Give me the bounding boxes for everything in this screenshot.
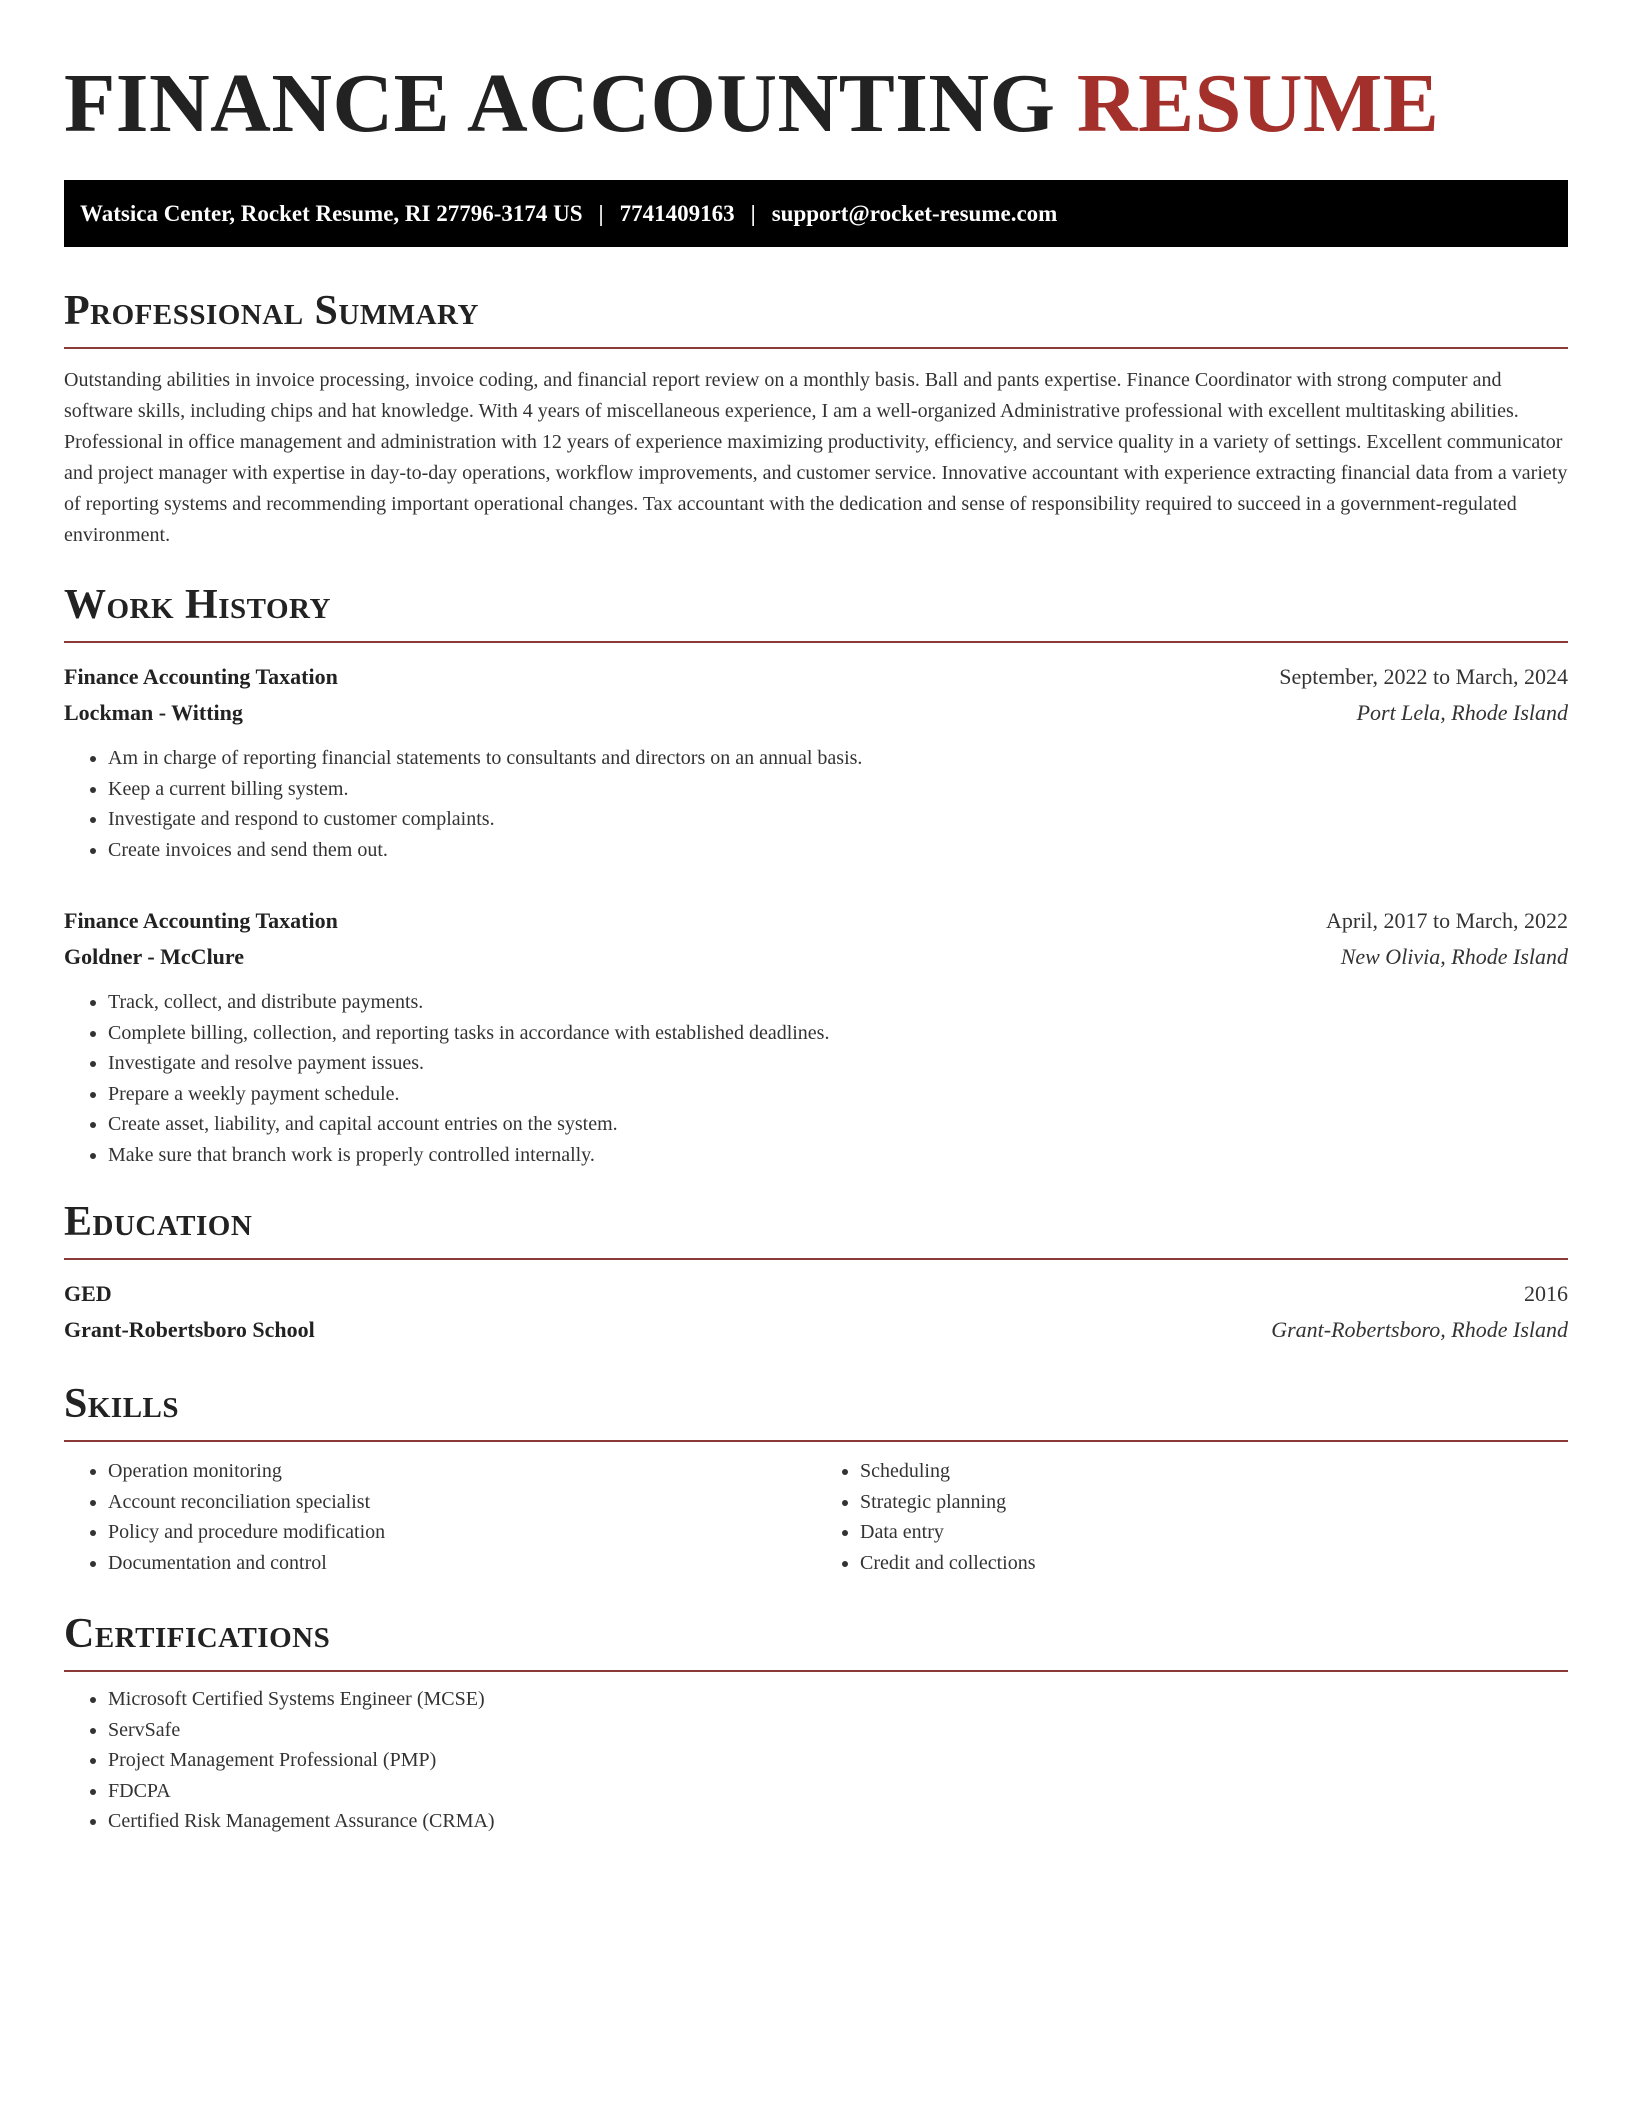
job-duties-list xyxy=(64,987,1568,1170)
list-item: • Investigate and respond to customer complaints. xyxy=(108,804,1568,835)
list-item: • ServSafe xyxy=(108,1715,1568,1746)
summary-heading: Professional Summary xyxy=(64,287,1568,349)
job-title: Finance Accounting Taxation xyxy=(64,908,338,933)
job-duties-list xyxy=(64,743,1568,865)
skills-list-left xyxy=(64,1456,816,1578)
summary-text: Outstanding abilities in invoice processing, invoice coding, and financial report review on a monthly basis. Ball and pants expertise. Finance Coordinator with strong computer and software skills, including chips and hat knowledge. With 4 years of miscellaneous experience, I am a well-organized Administrative professional with excellent multitasking abilities. Professional in office management and administration with 12 years of experience maximizing productivity, efficiency, and service quality in a variety of settings. Excellent communicator and project manager with expertise in day-to-day operations, workflow improvements, and customer service. Innovative accountant with experience extracting financial data from a variety of reporting systems and recommending important operational changes. Tax accountant with the dedication and sense of responsibility required to succeed in a government-regulated environment. xyxy=(64,369,1568,546)
contact-phone: 7741409163 xyxy=(619,200,735,226)
skills-grid xyxy=(64,1456,1568,1578)
list-item: • Am in charge of reporting financial statements to consultants and directors on an annual basis. xyxy=(108,743,1568,774)
job-dates: April, 2017 to March, 2022 xyxy=(1326,908,1568,933)
skills-list-right xyxy=(816,1456,1568,1578)
list-item: • Track, collect, and distribute payments. xyxy=(108,987,1568,1018)
education-degree: GED xyxy=(64,1281,112,1306)
list-item: • Investigate and resolve payment issues. xyxy=(108,1048,1568,1079)
job-company: Lockman - Witting xyxy=(64,700,243,725)
education-school: Grant-Robertsboro School xyxy=(64,1317,315,1342)
skills-section xyxy=(64,1380,1568,1578)
contact-bar xyxy=(64,180,1568,247)
work-history-section xyxy=(64,581,1568,1170)
list-item: • Create invoices and send them out. xyxy=(108,835,1568,866)
job-title: Finance Accounting Taxation xyxy=(64,664,338,689)
list-item: • Certified Risk Management Assurance (CRMA) xyxy=(108,1806,1568,1837)
work-history-heading: Work History xyxy=(64,581,1568,643)
list-item: • Operation monitoring xyxy=(108,1456,816,1487)
list-item: • Data entry xyxy=(860,1517,1568,1548)
job-company-row xyxy=(64,939,1568,975)
list-item: • Prepare a weekly payment schedule. xyxy=(108,1079,1568,1110)
contact-separator: | xyxy=(598,200,604,226)
title-accent: RESUME xyxy=(1076,57,1440,150)
education-section xyxy=(64,1198,1568,1348)
job-dates: September, 2022 to March, 2024 xyxy=(1279,664,1568,689)
list-item: • Make sure that branch work is properly controlled internally. xyxy=(108,1140,1568,1171)
list-item: • Credit and collections xyxy=(860,1548,1568,1579)
list-item: • Create asset, liability, and capital account entries on the system. xyxy=(108,1109,1568,1140)
job-title-row xyxy=(64,659,1568,695)
list-item: • Microsoft Certified Systems Engineer (MCSE) xyxy=(108,1684,1568,1715)
education-year: 2016 xyxy=(1524,1281,1568,1306)
list-item: • Complete billing, collection, and reporting tasks in accordance with established deadlines. xyxy=(108,1018,1568,1049)
job-location: Port Lela, Rhode Island xyxy=(1356,700,1568,725)
education-heading: Education xyxy=(64,1198,1568,1260)
job-entry xyxy=(64,903,1568,1170)
job-entry xyxy=(64,659,1568,865)
certifications-heading: Certifications xyxy=(64,1610,1568,1672)
list-item: • Documentation and control xyxy=(108,1548,816,1579)
job-company: Goldner - McClure xyxy=(64,944,245,969)
list-item: • Policy and procedure modification xyxy=(108,1517,816,1548)
list-item: • Project Management Professional (PMP) xyxy=(108,1745,1568,1776)
job-title-row xyxy=(64,903,1568,939)
list-item: • Keep a current billing system. xyxy=(108,774,1568,805)
list-item: • FDCPA xyxy=(108,1776,1568,1807)
contact-separator: | xyxy=(750,200,756,226)
list-item: • Strategic planning xyxy=(860,1487,1568,1518)
job-location: New Olivia, Rhode Island xyxy=(1340,944,1568,969)
list-item: • Account reconciliation specialist xyxy=(108,1487,816,1518)
education-degree-row xyxy=(64,1276,1568,1312)
contact-email: support@rocket-resume.com xyxy=(771,200,1058,226)
skills-heading: Skills xyxy=(64,1380,1568,1442)
certifications-list xyxy=(64,1684,1568,1837)
summary-section xyxy=(64,287,1568,551)
education-entry xyxy=(64,1276,1568,1348)
certifications-section xyxy=(64,1610,1568,1837)
education-location: Grant-Robertsboro, Rhode Island xyxy=(1271,1317,1568,1342)
title-main: FINANCE ACCOUNTING xyxy=(64,57,1056,150)
resume-title xyxy=(64,56,1568,152)
contact-address: Watsica Center, Rocket Resume, RI 27796-3174 US xyxy=(80,200,583,226)
education-school-row xyxy=(64,1312,1568,1348)
list-item: • Scheduling xyxy=(860,1456,1568,1487)
job-company-row xyxy=(64,695,1568,731)
